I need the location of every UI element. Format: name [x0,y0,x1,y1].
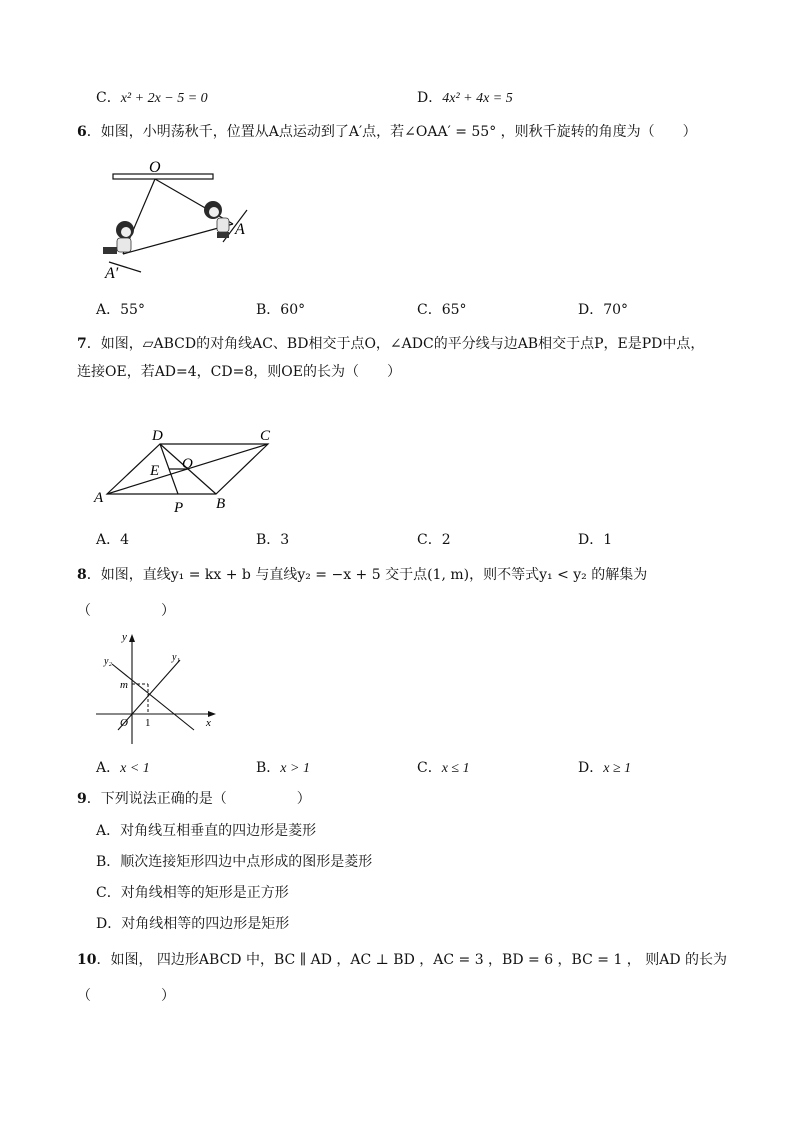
q7-option-a-text: 4 [120,532,130,548]
q7-option-c [417,530,451,550]
y-axis-arrow-icon [129,634,135,642]
q6-option-d-text: 70° [603,302,629,318]
q7-option-c-text: 2 [441,532,451,548]
q5-option-d [417,88,513,109]
q5-option-d-label: D． [417,90,443,106]
label-m: m [120,679,128,691]
rope-right [155,179,233,224]
q7-option-b-text: 3 [280,532,290,548]
q8-option-c [417,758,470,779]
q7-stem-line2: 连接OE，若AD=4，CD=8，则OE的长为（ ） [77,364,401,380]
q9-option-b: B．顺次连接矩形四边中点形成的图形是菱形 [96,854,373,870]
q8-option-d [578,758,631,779]
q8-option-c-label: C． [417,760,442,776]
q7-option-a-label: A． [96,532,121,548]
q8-answer-blank: （ ） [77,603,175,619]
q8-graph-figure [92,626,222,750]
q7-stem-line1-text: ．如图，▱ABCD的对角线AC、BD相交于点O，∠ADC的平分线与边AB相交于点P，E是PD中点， [86,336,705,352]
q8-option-d-label: D． [578,760,604,776]
q9-stem [77,789,311,809]
q6-swing-figure [95,152,265,284]
q9-option-a: A．对角线互相垂直的四边形是菱形 [96,823,317,839]
q6-stem-text: ．如图，小明荡秋千，位置从A点运动到了A′点，若∠OAA′ = 55° ，则秋千旋转的角度为（ ） [86,124,697,140]
label-y2: y₂ [104,656,112,667]
label-x: x [206,717,211,729]
q9-number: 9 [77,791,87,807]
label-c: C [260,428,271,444]
label-a-prime: A′ [105,265,119,282]
q8-number: 8 [77,567,87,583]
q7-option-c-label: C． [417,532,442,548]
q8-option-c-text: x ≤ 1 [441,761,470,776]
q10-number: 10 [77,952,97,968]
q6-option-c [417,300,467,320]
q7-number: 7 [77,336,87,352]
q6-option-c-label: C． [417,302,442,318]
q6-option-a-label: A． [96,302,121,318]
swing-bar [113,174,213,179]
q8-option-a [96,758,150,779]
q8-stem [77,565,647,585]
q6-number: 6 [77,124,87,140]
q7-option-d [578,530,612,550]
q6-option-d-label: D． [578,302,604,318]
label-a: A [235,221,245,238]
q9-option-c: C．对角线相等的矩形是正方形 [96,885,289,901]
q7-parallelogram-figure [92,422,292,520]
label-d: D [152,428,163,444]
label-o: O [182,456,193,472]
q6-option-d [578,300,628,320]
q6-option-b-label: B． [256,302,281,318]
label-e: E [150,463,160,479]
child-a-icon [204,201,229,238]
q9-option-d: D．对角线相等的四边形是矩形 [96,916,290,932]
label-y: y [122,631,127,643]
q10-answer-blank: （ ） [77,988,175,1004]
label-a: A [94,490,104,506]
label-o: O [149,159,161,176]
q6-stem [77,122,697,142]
label-one: 1 [145,717,151,729]
label-origin: O [120,717,128,729]
label-p: P [174,500,184,516]
q8-option-a-text: x < 1 [120,761,150,776]
q7-option-b [256,530,289,550]
q7-stem-line1 [77,334,704,354]
segment-aa-prime [123,224,233,254]
label-b: B [216,496,226,512]
q10-stem [77,950,727,970]
q6-option-b-text: 60° [280,302,306,318]
q6-option-a-text: 55° [120,302,145,318]
q6-option-c-text: 65° [441,302,467,318]
q5-option-c-label: C． [96,90,121,106]
q6-option-a [96,300,145,320]
q8-option-a-label: A． [96,760,121,776]
child-a-prime-icon [103,221,134,254]
label-y1: y₁ [172,652,180,663]
q10-stem-text: ．如图， 四边形ABCD 中，BC ∥ AD ，AC ⊥ BD ，AC = 3 ，BD = 6 ，BC = 1 ， 则AD 的长为 [96,952,728,968]
q5-option-c-expr: x² + 2x − 5 = 0 [120,91,208,106]
q5-option-d-expr: 4x² + 4x = 5 [442,91,513,106]
q7-option-b-label: B． [256,532,281,548]
q8-option-d-text: x ≥ 1 [603,761,632,776]
q8-option-b-text: x > 1 [280,761,310,776]
q8-stem-text: ．如图，直线y₁ = kx + b 与直线y₂ = −x + 5 交于点(1, m)，则不等式y₁ < y₂ 的解集为 [86,567,648,583]
q7-option-a [96,530,129,550]
q7-option-d-text: 1 [603,532,613,548]
q9-stem-text: ．下列说法正确的是（ ） [86,791,311,807]
q5-option-c [96,88,208,109]
q8-option-b [256,758,310,779]
q7-option-d-label: D． [578,532,604,548]
q8-option-b-label: B． [256,760,281,776]
q6-option-b [256,300,305,320]
